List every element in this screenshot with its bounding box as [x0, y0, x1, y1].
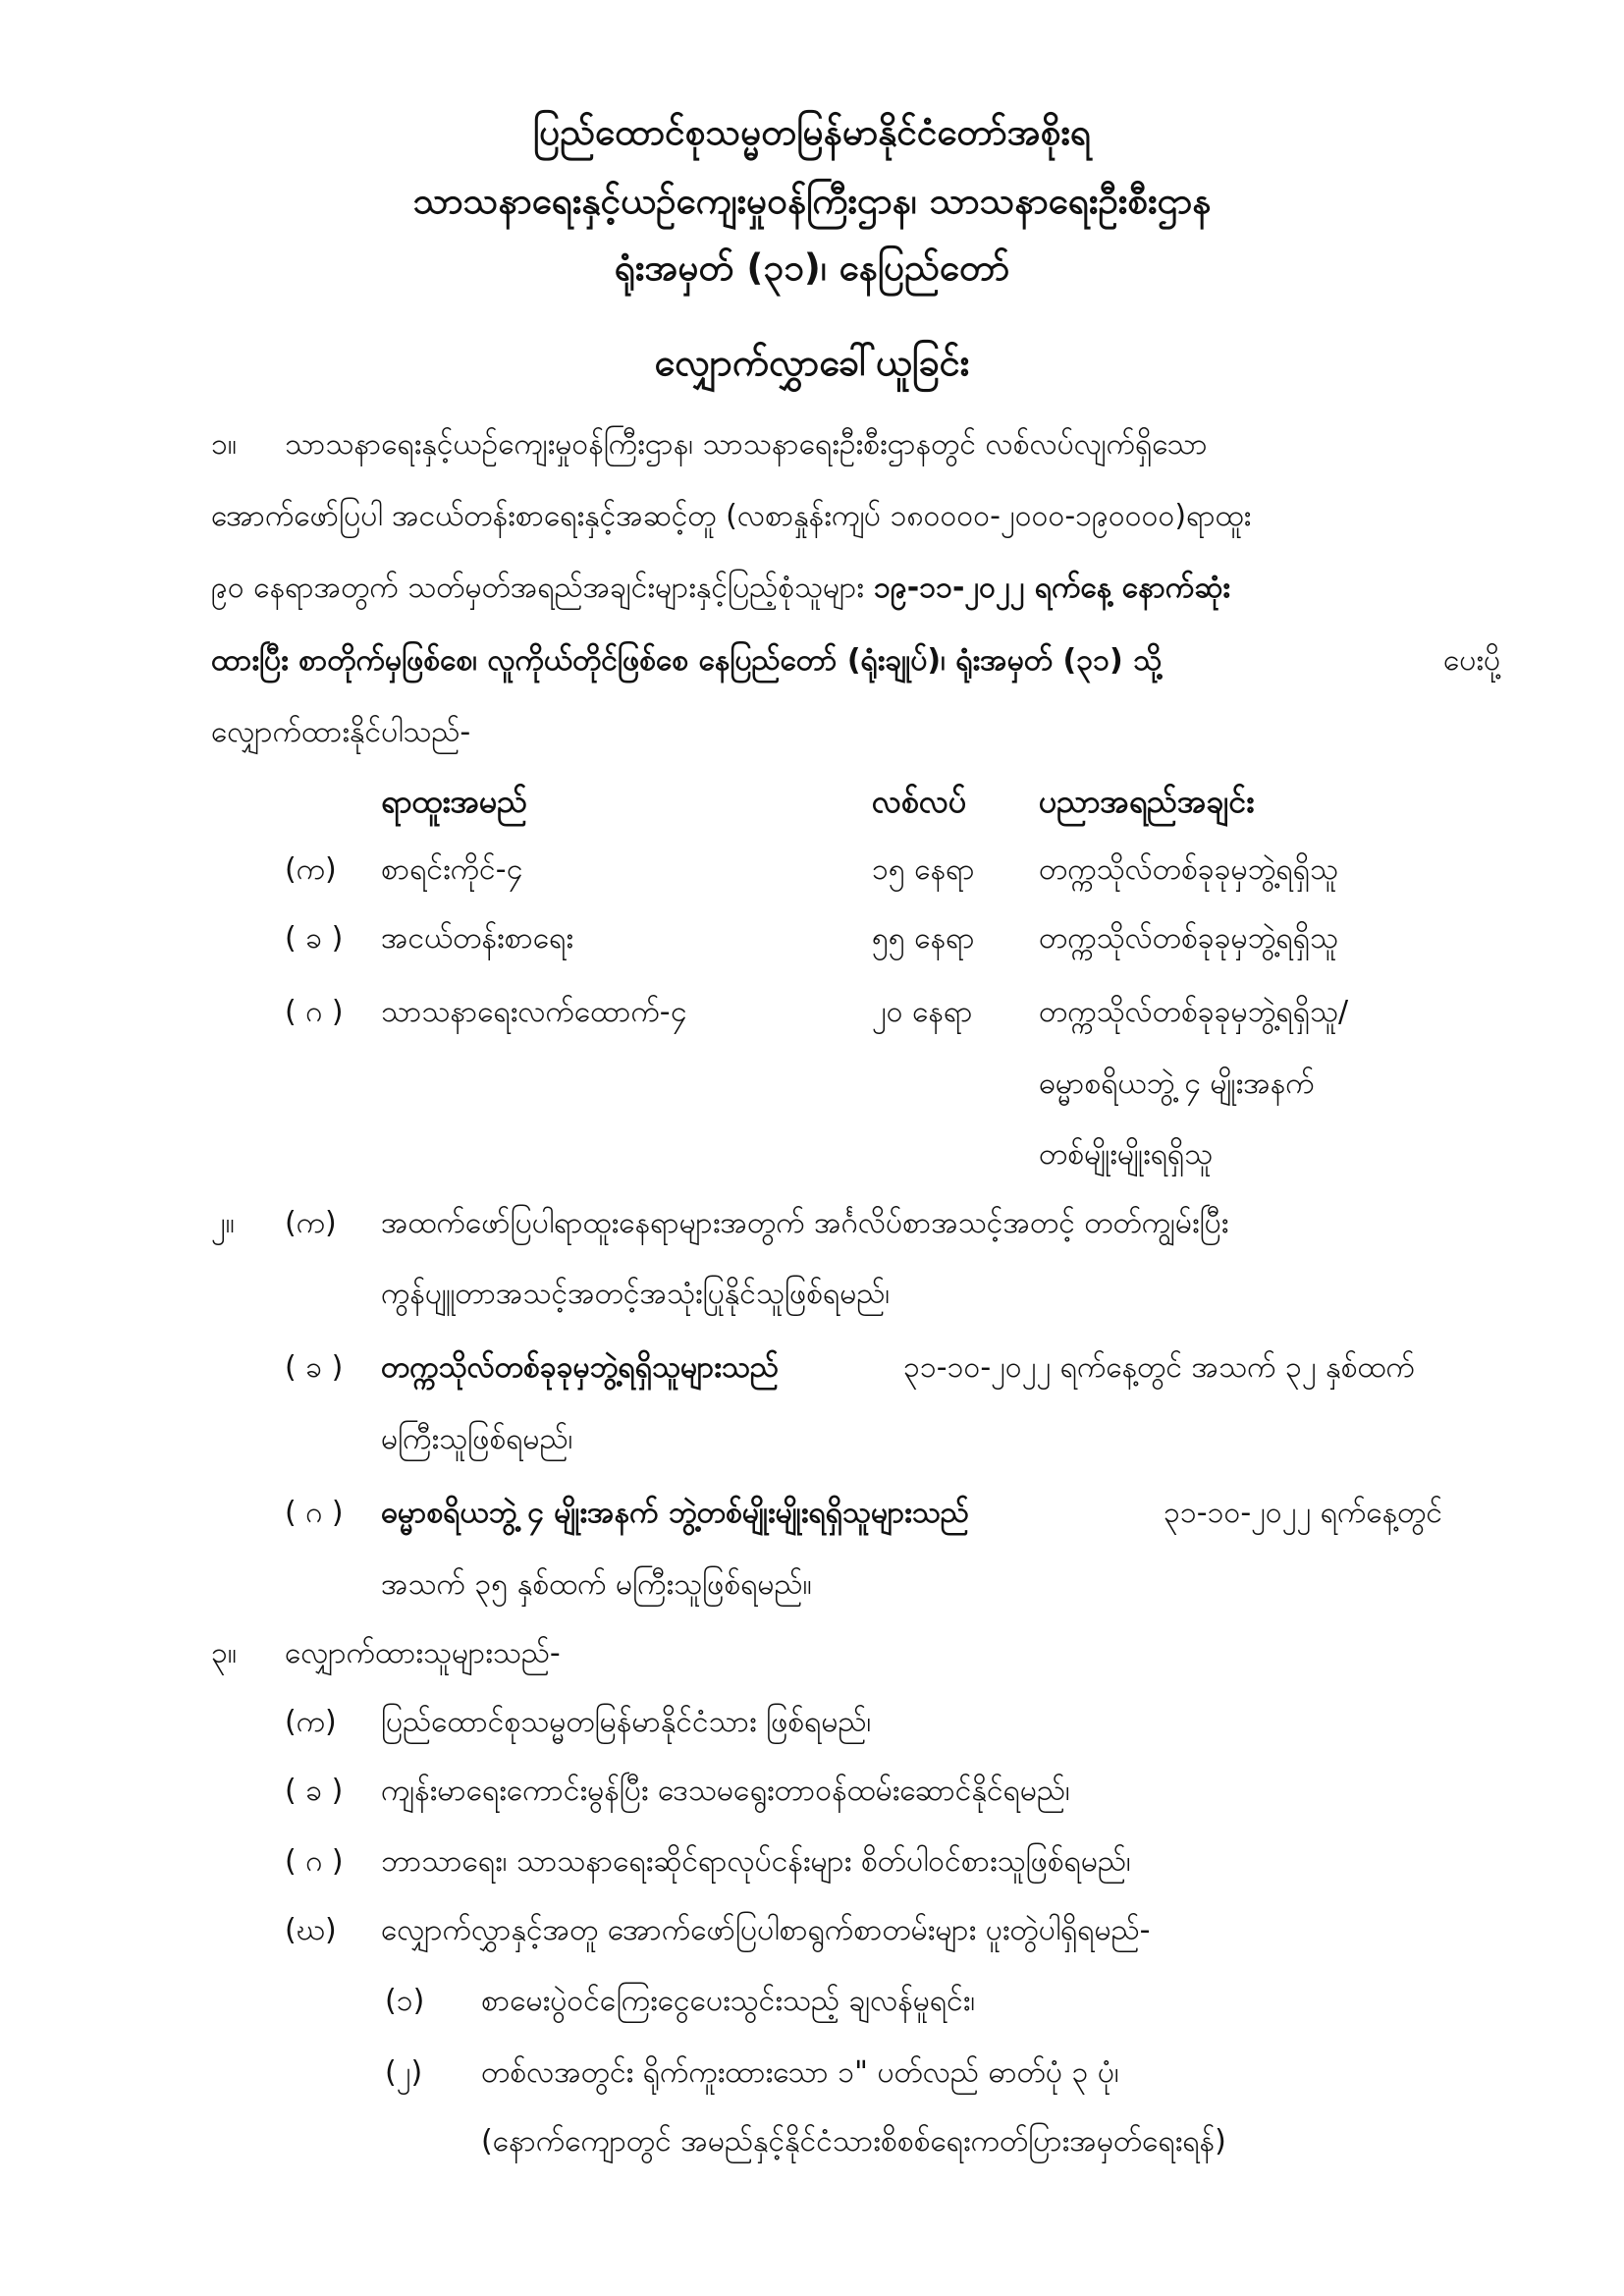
section-2-item-b-mark: ( ခ ) — [285, 1350, 344, 1385]
section-1-line-2: အောက်ဖော်ပြပါ အငယ်တန်းစာရေးနှင့်အဆင့်တူ (လစာနှုန်းကျပ် ၁၈၀၀၀၀-၂၀၀၀-၁၉၀၀၀၀)ရာထူး — [211, 499, 1252, 533]
section-2-number: ၂။ — [211, 1206, 235, 1240]
section-2-item-c-line-2: အသက် ၃၅ နှစ်ထက် မကြီးသူဖြစ်ရမည်။ — [381, 1567, 812, 1602]
section-3-note: (နောက်ကျောတွင် အမည်နှင့်နိုင်ငံသားစိစစ်ရေးကတ်ပြားအမှတ်ရေးရန်) — [481, 2124, 1226, 2159]
table-row-3-vacancy: ၂၀ နေရာ — [872, 995, 973, 1029]
table-row-2-mark: ( ခ ) — [285, 921, 344, 956]
table-row-3-qualification-2: ဓမ္မာစရိယဘွဲ့ ၄ မျိုးအနက် — [1039, 1066, 1315, 1101]
section-3-item-a-mark: (က) — [285, 1705, 337, 1739]
section-3-subitem-1-text: စာမေးပွဲဝင်ကြေးငွေပေးသွင်းသည့် ချလန်မူရင်း၊ — [481, 1984, 976, 2018]
section-2-item-b-bold: တက္ကသိုလ်တစ်ခုခုမှဘွဲ့ရရှိသူများသည် — [381, 1350, 779, 1385]
section-2-item-a-line-2: ကွန်ပျူတာအသင့်အတင့်အသုံးပြုနိုင်သူဖြစ်ရမည်၊ — [381, 1277, 891, 1311]
section-2-item-b-rest: ၃၁-၁၀-၂၀၂၂ ရက်နေ့တွင် အသက် ၃၂ နှစ်ထက် — [903, 1350, 1415, 1385]
section-3-subitem-2-mark: (၂) — [385, 2055, 423, 2090]
section-2-item-c-bold: ဓမ္မာစရိယဘွဲ့ ၄ မျိုးအနက် ဘွဲ့တစ်မျိုးမျိုးရရှိသူများသည် — [381, 1496, 969, 1530]
section-2-item-c-rest: ၃၁-၁၀-၂၀၂၂ ရက်နေ့တွင် — [1164, 1496, 1443, 1530]
section-1-line-4: ထားပြီး စာတိုက်မှဖြစ်စေ၊ လူကိုယ်တိုင်ဖြစ်စေ နေပြည်တော် (ရုံးချုပ်)၊ ရုံးအမှတ် (၃၁) သို့ — [211, 643, 1163, 678]
table-row-3-mark: ( ဂ ) — [285, 995, 344, 1029]
table-header-vacancy: လစ်လပ် — [872, 783, 967, 820]
section-3-item-d-mark: (ဃ) — [285, 1913, 337, 1947]
section-3-number: ၃။ — [211, 1636, 237, 1670]
table-row-1-vacancy: ၁၅ နေရာ — [872, 852, 975, 887]
table-row-1-mark: (က) — [285, 852, 337, 887]
section-1-number: ၁။ — [211, 427, 237, 462]
section-3-item-c-mark: ( ဂ ) — [285, 1844, 344, 1879]
table-row-3-qualification-1: တက္ကသိုလ်တစ်ခုခုမှဘွဲ့ရရှိသူ/ — [1039, 995, 1349, 1029]
section-1-line-1: သာသနာရေးနှင့်ယဉ်ကျေးမှုဝန်ကြီးဌာန၊ သာသနာရေးဦးစီးဌာနတွင် လစ်လပ်လျက်ရှိသော — [285, 427, 1208, 462]
section-3-item-b-mark: ( ခ ) — [285, 1774, 344, 1808]
table-header-position: ရာထူးအမည် — [381, 783, 528, 820]
section-2-item-a-line-1: အထက်ဖော်ပြပါရာထူးနေရာများအတွက် အင်္ဂလိပ်စာအသင့်အတင့် တတ်ကျွမ်းပြီး — [381, 1206, 1229, 1240]
section-3-item-a-text: ပြည်ထောင်စုသမ္မတမြန်မာနိုင်ငံသား ဖြစ်ရမည်၊ — [381, 1705, 872, 1739]
document-title: လျှောက်လွှာခေါ်ယူခြင်း — [654, 341, 970, 384]
section-3-item-c-text: ဘာသာရေး၊ သာသနာရေးဆိုင်ရာလုပ်ငန်းများ စိတ်ပါဝင်စားသူဖြစ်ရမည်၊ — [381, 1844, 1131, 1879]
section-3-item-b-text: ကျန်းမာရေးကောင်းမွန်ပြီး ဒေသမရွေးတာဝန်ထမ်းဆောင်နိုင်ရမည်၊ — [381, 1774, 1070, 1808]
section-1-line-4-end: ပေးပို့ — [1443, 643, 1501, 678]
table-row-3-position: သာသနာရေးလက်ထောက်-၄ — [381, 995, 687, 1029]
section-3-subitem-2-text: တစ်လအတွင်း ရိုက်ကူးထားသော ၁" ပတ်လည် ဓာတ်ပုံ ၃ ပုံ၊ — [481, 2055, 1119, 2090]
table-row-3-qualification-3: တစ်မျိုးမျိုးရရှိသူ — [1039, 1137, 1214, 1172]
table-row-2-vacancy: ၅၅ နေရာ — [872, 921, 975, 956]
section-3-intro: လျှောက်ထားသူများသည်- — [285, 1636, 561, 1670]
section-2-item-a-mark: (က) — [285, 1206, 337, 1240]
section-1-line-3a: ၉၀ နေရာအတွက် သတ်မှတ်အရည်အချင်းများနှင့်ပြည့်စုံသူများ — [211, 571, 864, 605]
section-2-item-c-mark: ( ဂ ) — [285, 1496, 344, 1530]
header-line-2: သာသနာရေးနှင့်ယဉ်ကျေးမှုဝန်ကြီးဌာန၊ သာသနာရေးဦးစီးဌာန — [412, 180, 1212, 222]
header-line-1: ပြည်ထောင်စုသမ္မတမြန်မာနိုင်ငံတော်အစိုးရ — [532, 111, 1092, 153]
section-3-subitem-1-mark: (၁) — [385, 1984, 425, 2018]
section-1-line-5: လျှောက်ထားနိုင်ပါသည်- — [211, 715, 471, 749]
header-line-3: ရုံးအမှတ် (၃၁)၊ နေပြည်တော် — [614, 246, 1010, 289]
section-1-deadline: ၁၉-၁၁-၂၀၂၂ ရက်နေ့ နောက်ဆုံး — [874, 571, 1230, 605]
table-header-qualification: ပညာအရည်အချင်း — [1039, 783, 1255, 820]
table-row-1-position: စာရင်းကိုင်-၄ — [381, 852, 523, 887]
table-row-2-position: အငယ်တန်းစာရေး — [381, 921, 573, 956]
section-2-item-b-line-2: မကြီးသူဖြစ်ရမည်၊ — [381, 1422, 573, 1456]
table-row-1-qualification: တက္ကသိုလ်တစ်ခုခုမှဘွဲ့ရရှိသူ — [1039, 852, 1339, 887]
table-row-2-qualification: တက္ကသိုလ်တစ်ခုခုမှဘွဲ့ရရှိသူ — [1039, 921, 1339, 956]
section-3-item-d-text: လျှောက်လွှာနှင့်အတူ အောက်ဖော်ပြပါစာရွက်စာတမ်းများ ပူးတွဲပါရှိရမည်- — [381, 1913, 1151, 1947]
